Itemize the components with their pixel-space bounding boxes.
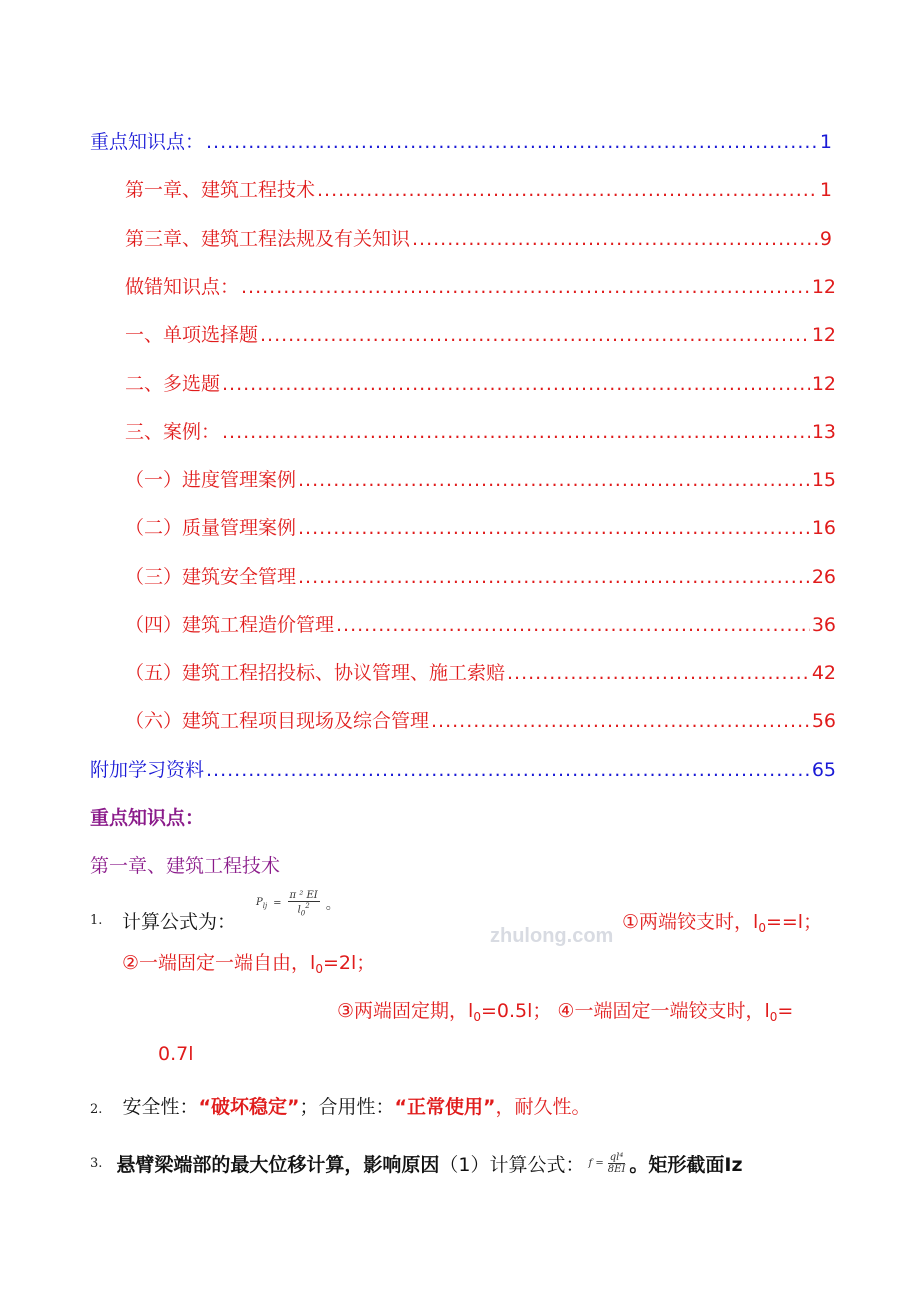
section-heading: 重点知识点： <box>90 807 205 829</box>
toc-entry-label: 三、案例： <box>125 421 221 443</box>
toc-entry-page: 9 <box>819 228 832 250</box>
toc-entry[interactable] <box>125 610 836 637</box>
toc-entry-label: 一、单项选择题 <box>125 324 259 346</box>
item-1-lead: 计算公式为： <box>122 911 237 933</box>
case-4-continued: 0.7l <box>158 1043 194 1065</box>
buckling-formula: $P_{lj}$ = $\frac{\text{π ² EI}}{l_0^2}$ 。 <box>256 890 340 918</box>
toc-leader-dots <box>206 759 810 781</box>
toc-entry[interactable] <box>90 127 832 154</box>
toc-entry[interactable] <box>90 755 836 782</box>
toc-entry[interactable] <box>125 272 836 299</box>
toc-entry-page: 12 <box>811 373 836 395</box>
toc-entry-page: 16 <box>811 517 836 539</box>
toc-entry-page: 12 <box>811 276 836 298</box>
formula-equals: = <box>273 898 282 910</box>
item-3: 3. 悬臂梁端部的最大位移计算，影响原因 （1）计算公式： f = $\frac{\text{ql⁴}}{8EI}$ 。矩形截面Iz <box>90 1152 743 1176</box>
toc-entry-label: （二）质量管理案例 <box>125 517 297 539</box>
formula-lhs: $P_{lj}$ <box>256 897 268 911</box>
case-1: ①两端铰支时，$l_0==l$； <box>622 911 823 935</box>
toc-leader-dots <box>241 276 810 298</box>
toc-entry[interactable] <box>125 706 836 733</box>
toc-entry-label: （一）进度管理案例 <box>125 469 297 491</box>
toc-entry[interactable] <box>125 175 832 202</box>
toc-entry[interactable] <box>125 320 836 347</box>
chapter-heading: 第一章、建筑工程技术 <box>90 855 281 877</box>
toc-entry-label: （五）建筑工程招投标、协议管理、施工索赔 <box>125 662 506 684</box>
toc-leader-dots <box>222 373 810 395</box>
toc-leader-dots <box>206 131 818 153</box>
toc-leader-dots <box>298 517 810 539</box>
toc-entry[interactable] <box>125 417 836 444</box>
deflection-formula: f = $\frac{\text{ql⁴}}{8EI}$ <box>588 1152 626 1175</box>
toc-entry-label: 附加学习资料 <box>90 759 205 781</box>
toc-entry-page: 42 <box>811 662 836 684</box>
toc-entry[interactable] <box>125 658 836 685</box>
toc-entry[interactable] <box>125 513 836 540</box>
toc-entry-page: 36 <box>811 614 836 636</box>
toc-leader-dots <box>336 614 810 636</box>
toc-entry-page: 1 <box>819 179 832 201</box>
toc-leader-dots <box>507 662 810 684</box>
toc-entry-page: 15 <box>811 469 836 491</box>
toc-leader-dots <box>298 469 810 491</box>
toc-entry-label: 第一章、建筑工程技术 <box>125 179 316 201</box>
toc-leader-dots <box>431 710 810 732</box>
toc-leader-dots <box>222 421 810 443</box>
toc-leader-dots <box>298 566 810 588</box>
toc-entry-page: 12 <box>811 324 836 346</box>
toc-entry-label: （六）建筑工程项目现场及综合管理 <box>125 710 430 732</box>
toc-entry[interactable] <box>125 562 836 589</box>
case-2: ②一端固定一端自由，$l_0=2l$； <box>122 952 376 976</box>
toc-leader-dots <box>260 324 810 346</box>
toc-entry-page: 65 <box>811 759 836 781</box>
toc-entry-label: 二、多选题 <box>125 373 221 395</box>
toc-entry-page: 26 <box>811 566 836 588</box>
formula-fraction: $\frac{\text{π ² EI}}{l_0^2}$ <box>289 890 318 918</box>
toc-entry[interactable] <box>125 224 832 251</box>
list-number: 3. <box>90 1156 103 1171</box>
toc-entry-page: 1 <box>819 131 832 153</box>
case-3-4: ③两端固定期，$l_0=0.5l$； ④一端固定一端铰支时，$l_0=$ <box>337 1000 794 1024</box>
toc-entry-label: （四）建筑工程造价管理 <box>125 614 335 636</box>
toc-entry-label: 重点知识点： <box>90 131 205 153</box>
toc-leader-dots <box>317 179 818 201</box>
toc-entry[interactable] <box>125 465 836 492</box>
toc-entry-page: 13 <box>811 421 836 443</box>
toc-entry-page: 56 <box>811 710 836 732</box>
item-2: 2. 安全性：“破坏稳定”；合用性：“正常使用”，耐久性。 <box>90 1096 591 1118</box>
toc-entry-label: （三）建筑安全管理 <box>125 566 297 588</box>
watermark: zhulong.com <box>490 925 614 947</box>
toc-entry-label: 第三章、建筑工程法规及有关知识 <box>125 228 411 250</box>
toc-entry[interactable] <box>125 369 836 396</box>
toc-entry-label: 做错知识点： <box>125 276 240 298</box>
list-number: 1. <box>90 913 103 928</box>
list-number: 2. <box>90 1102 103 1117</box>
toc-leader-dots <box>412 228 818 250</box>
